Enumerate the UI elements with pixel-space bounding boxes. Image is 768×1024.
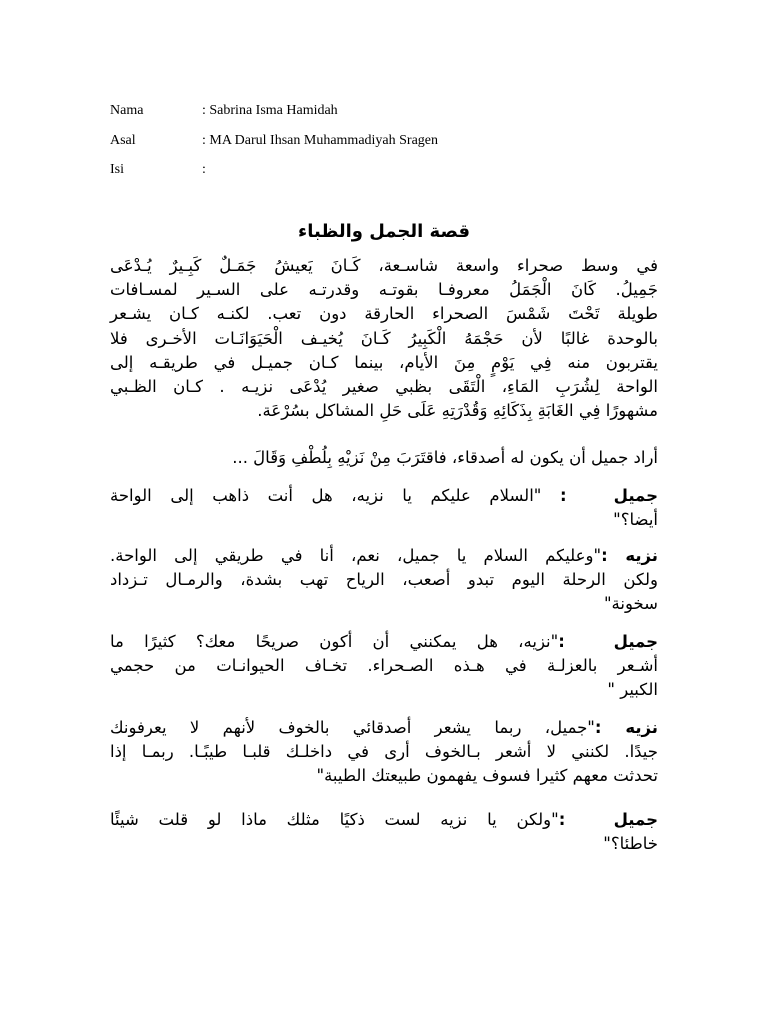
intro-line: طويلة تَحْتَ شَمْسَ الصحراء الحارقة دون تعب. لكنـه كـان يشـعر <box>110 304 658 324</box>
dialogue-line <box>110 808 658 832</box>
isi-label: Isi <box>110 162 124 177</box>
nama-value: : Sabrina Isma Hamidah <box>202 103 338 118</box>
speaker-separator: : <box>594 718 626 737</box>
dialogue-line: الكبير " <box>607 680 658 700</box>
dialogue-line <box>110 544 658 568</box>
intro-line: الواحة لِشُرَبِ المَاءِ، الْتَقَى بظبي صغير يُدْعَى نزيـه . كـان الظـبي <box>110 376 658 396</box>
intro-line: مشهورًا فِي الغَابَةِ بِذَكَائِهِ وَقُدْرَتِهِ عَلَى حَلِ المشاكل بسُرْعَة. <box>257 401 658 421</box>
meta-row-asal <box>110 132 438 150</box>
speaker-name: جميل <box>613 632 659 651</box>
dialogue-text: "وعليكم السلام يا جميل، نعم، أنا في طريقي إلى الواحة. <box>110 546 602 565</box>
intro-line: بالوحدة غالبًا لأن حَجْمَهُ الْكَبِيرُ كَـانَ يُخيـف الْحَيَوَانَـات الأخـرى فلا <box>110 328 658 348</box>
meta-row-isi <box>110 161 206 179</box>
dialogue-line <box>110 716 658 740</box>
speaker-separator: : <box>559 486 586 505</box>
isi-value: : <box>202 162 206 177</box>
asal-label: Asal <box>110 133 136 148</box>
transition-paragraph <box>110 446 658 470</box>
dialogue-line: ولكن الرحلة اليوم تبدو أصعب، الرياح تهب بشدة، والرمـال تـزداد <box>110 570 658 590</box>
speaker-separator: : <box>558 632 586 651</box>
dialogue-text: "جميل، ربما يشعر أصدقائي بالخوف لأنهم لا يعرفونك <box>110 718 595 737</box>
dialogue-block <box>110 484 658 532</box>
dialogue-line: جيدًا. لكنني لا أشعر بـالخوف أرى في داخلـك قلبـا طيبًـا. ربمـا إذا <box>110 742 658 762</box>
dialogue-line: خاطئا؟" <box>603 834 658 854</box>
dialogue-line: تحدثت معهم كثيرا فسوف يفهمون طبيعتك الطيبة" <box>316 766 658 786</box>
dialogue-block <box>110 544 658 617</box>
dialogue-text: "السلام عليكم يا نزيه، هل أنت ذاهب إلى الواحة <box>110 486 542 505</box>
dialogue-block <box>110 630 658 703</box>
story-title: قصة الجمل والظباء <box>298 221 470 242</box>
asal-value: : MA Darul Ihsan Muhammadiyah Sragen <box>202 133 439 148</box>
dialogue-line: سخونة" <box>603 594 658 614</box>
meta-row-nama <box>110 102 338 120</box>
dialogue-line: أيضا؟" <box>613 510 658 530</box>
dialogue-block <box>110 716 658 789</box>
dialogue-text: "نزيه، هل يمكنني أن أكون صريحًا معك؟ كثيرًا ما <box>110 632 559 651</box>
speaker-name: جميل <box>613 486 659 505</box>
intro-line: يقتربون منه فِي يَوْمٍ مِنَ الأيام، بينما كـان جميـل في طريقـه إلى <box>110 352 658 372</box>
dialogue-text: "ولكن يا نزيه لست ذكيًا مثلك ماذا لو قلت شيئًا <box>110 810 559 829</box>
dialogue-line <box>110 484 658 508</box>
speaker-name: نزيه <box>625 546 659 565</box>
dialogue-line <box>110 630 658 654</box>
dialogue-line: أشـعر بالعزلـة في هـذه الصـحراء. تخـاف الحيوانـات من حجمي <box>110 656 658 676</box>
speaker-name: نزيه <box>625 718 658 737</box>
intro-line: في وسط صحراء واسعة شاسـعة، كَـانَ يَعيشُ جَمَـلٌ كَبِـيرٌ يُـدْعَى <box>110 256 658 275</box>
speaker-separator: : <box>601 546 626 565</box>
dialogue-block <box>110 808 658 856</box>
speaker-separator: : <box>558 810 586 829</box>
intro-line: جَمِيلُ. كَانَ الْجَمَلُ معروفـا بقوتـه وقدرتـه على السـير لمسـافات <box>110 280 658 300</box>
transition-line: أراد جميل أن يكون له أصدقاء، فاقتَرَبَ مِنْ نَزيْهِ بِلُطْفِ وَقَالَ ... <box>232 448 658 467</box>
intro-paragraph <box>110 254 658 423</box>
nama-label: Nama <box>110 103 144 118</box>
speaker-name: جميل <box>613 810 658 829</box>
